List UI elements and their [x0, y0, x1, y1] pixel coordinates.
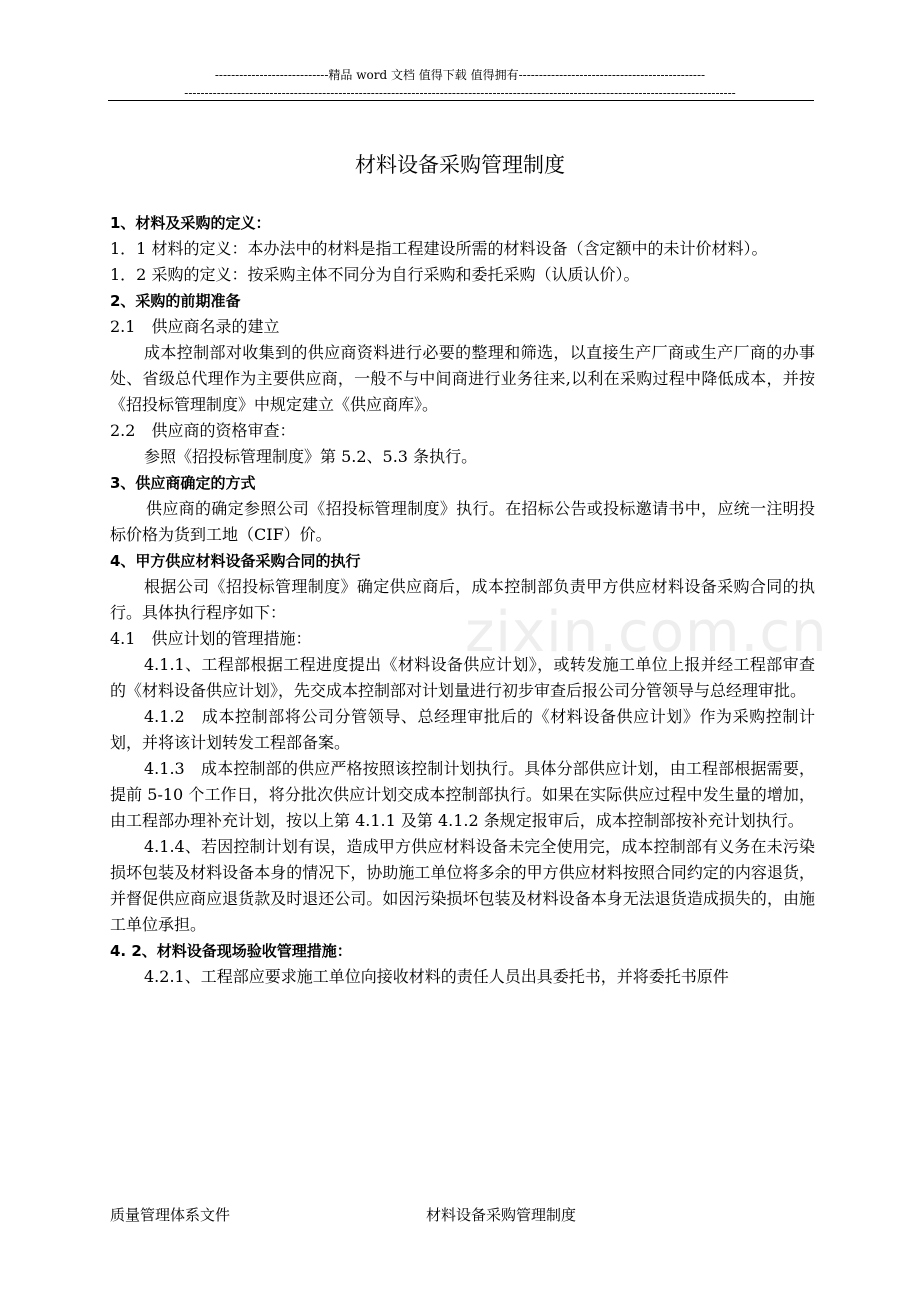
document-body	[110, 210, 815, 990]
paragraph-1-1: 1．1 材料的定义：本办法中的材料是指工程建设所需的材料设备（含定额中的未计价材料）。	[110, 239, 768, 258]
subsection-heading-2-1: 2.1 供应商名录的建立	[110, 317, 280, 336]
watermark: zixin.com.cn	[465, 600, 828, 665]
footer-right-label: 材料设备采购管理制度	[426, 1206, 577, 1224]
paragraph-3: 供应商的确定参照公司《招投标管理制度》执行。在招标公告或投标邀请书中，应统一注明投标价格为货到工地（CIF）价。	[110, 499, 815, 544]
subsection-heading-2-2: 2.2 供应商的资格审查：	[110, 421, 296, 440]
paragraph-2-2: 参照《招投标管理制度》第 5.2、5.3 条执行。	[144, 447, 478, 466]
section-heading-4: 4、甲方供应材料设备采购合同的执行	[110, 552, 361, 570]
header-banner: ----------------------------精品 word 文档 值得下载 值得拥有----------------------------------------------	[214, 68, 706, 82]
section-heading-1: 1、材料及采购的定义：	[110, 214, 271, 232]
footer-left-label: 质量管理体系文件	[110, 1206, 231, 1224]
section-heading-3: 3、供应商确定的方式	[110, 474, 256, 492]
section-heading-2: 2、采购的前期准备	[110, 292, 241, 310]
paragraph-4-1-2: 4.1.2 成本控制部将公司分管领导、总经理审批后的《材料设备供应计划》作为采购控制计划，并将该计划转发工程部备案。	[110, 707, 815, 752]
subsection-heading-4-2: 4. 2、材料设备现场验收管理措施：	[110, 942, 352, 960]
paragraph-4-1-4: 4.1.4、若因控制计划有误，造成甲方供应材料设备未完全使用完，成本控制部有义务在未污染损坏包装及材料设备本身的情况下，协助施工单位将多余的甲方供应材料按照合同约定的内容退货，并督促供应商应退货款及时退还公司。如因污染损坏包装及材料设备本身无法退货造成损失的，由施工单位承担。	[110, 837, 815, 934]
paragraph-1-2: 1．2 采购的定义：按采购主体不同分为自行采购和委托采购（认质认价）。	[110, 265, 640, 284]
header-dash-line: ----------------------------------------------------------------------------------------------------------------------------------------	[184, 86, 736, 100]
paragraph-4-1-3: 4.1.3 成本控制部的供应严格按照该控制计划执行。具体分部供应计划，由工程部根据需要，提前 5-10 个工作日，将分批次供应计划交成本控制部执行。如果在实际供应过程中发生量的增加，由工程部办理补充计划，按以上第 4.1.1 及第 4.1.2 条规定报审后，成本控制部按补充计划执行。	[110, 759, 815, 830]
paragraph-4-2-1: 4.2.1、工程部应要求施工单位向接收材料的责任人员出具委托书，并将委托书原件	[144, 967, 729, 986]
paragraph-4: 根据公司《招投标管理制度》确定供应商后，成本控制部负责甲方供应材料设备采购合同的执行。具体执行程序如下：	[110, 577, 815, 622]
document-title: 材料设备采购管理制度	[355, 153, 565, 177]
header-rule	[108, 100, 814, 101]
subsection-heading-4-1: 4.1 供应计划的管理措施：	[110, 629, 312, 648]
paragraph-2-1: 成本控制部对收集到的供应商资料进行必要的整理和筛选，以直接生产厂商或生产厂商的办事处、省级总代理作为主要供应商，一般不与中间商进行业务往来,以利在采购过程中降低成本，并按《招投标管理制度》中规定建立《供应商库》。	[110, 343, 815, 414]
paragraph-4-1-1: 4.1.1、工程部根据工程进度提出《材料设备供应计划》，或转发施工单位上报并经工程部审查的《材料设备供应计划》，先交成本控制部对计划量进行初步审查后报公司分管领导与总经理审批。	[110, 655, 815, 700]
